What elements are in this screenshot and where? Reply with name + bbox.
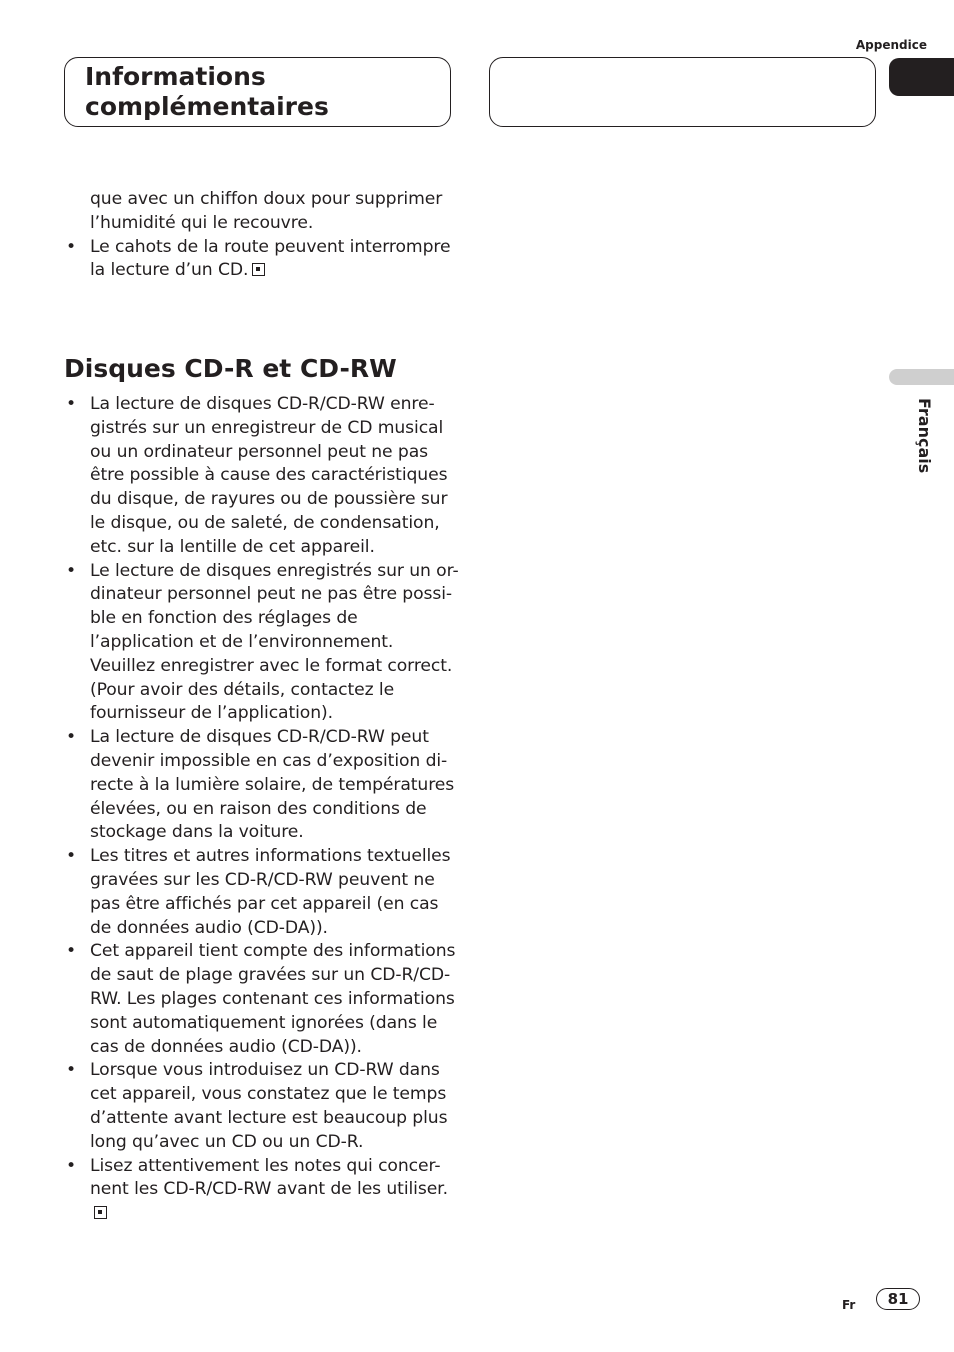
language-tab [889, 369, 954, 385]
appendix-label: Appendice [855, 38, 927, 52]
header-empty-box [489, 57, 876, 127]
list-item-text: Le lecture de disques enregistrés sur un or-dinateur personnel peut ne pas être possi-ble en fonction des réglages de l’application et de l’environnement. Veuillez enregistrer avec le format correct. (Pour avoir des détails, contactez le fournisseur de l’application). [90, 560, 459, 724]
list-item [64, 236, 459, 284]
list-item-text: Lorsque vous introduisez un CD-RW dans cet appareil, vous constatez que le temps d’attente avant lecture est beaucoup plus long qu’avec un CD ou un CD-R. [90, 1060, 448, 1152]
bullet-icon: • [65, 236, 77, 257]
continuation-block [64, 188, 459, 283]
end-of-section-square-icon [94, 1206, 107, 1219]
bullet-icon: • [65, 941, 77, 962]
section-title-box [64, 57, 451, 127]
end-of-section-square-icon [252, 263, 265, 276]
section-heading: Disques CD-R et CD-RW [64, 354, 397, 383]
section-title [85, 62, 329, 122]
list-item [64, 940, 459, 1059]
bullet-icon: • [65, 846, 77, 867]
list-item-text: Les titres et autres informations textuelles gravées sur les CD-R/CD-RW peuvent ne pas être affichés par cet appareil (en cas de données audio (CD-DA)). [90, 846, 451, 938]
cd-notes-list [64, 393, 459, 1226]
list-item-text: Lisez attentivement les notes qui concer-nent les CD-R/CD-RW avant de les utiliser. [90, 1155, 448, 1200]
continuation-line1: que avec un chiffon doux pour supprimer [90, 189, 443, 209]
continuation-line2: l’humidité qui le recouvre. [90, 212, 314, 233]
list-item [64, 393, 459, 560]
list-item-text: La lecture de disques CD-R/CD-RW peut devenir impossible en cas d’exposition di-recte à la lumière solaire, de températures élevées, ou en raison des conditions de stockage dans la voiture. [90, 727, 455, 843]
list-item [64, 845, 459, 940]
section-title-line1: Informations [85, 62, 266, 91]
language-label: Français [915, 398, 934, 474]
list-item [64, 1059, 459, 1154]
chapter-tab [889, 58, 954, 96]
list-item [64, 1155, 459, 1226]
bullet-icon: • [65, 1060, 77, 1081]
section-title-line2: complémentaires [85, 92, 329, 121]
continuation-list [64, 236, 459, 284]
bullet-icon: • [65, 727, 77, 748]
page-number: 81 [876, 1288, 920, 1310]
list-item [64, 560, 459, 727]
bullet-icon: • [65, 560, 77, 581]
footer-lang-code: Fr [842, 1298, 856, 1312]
bullet-icon: • [65, 1155, 77, 1176]
list-item-text: Le cahots de la route peuvent interrompre la lecture d’un CD. [90, 236, 451, 281]
list-item-text: La lecture de disques CD-R/CD-RW enre-gistrés sur un enregistreur de CD musical ou un ordinateur personnel peut ne pas être possible à cause des caractéristiques du disque, de rayures ou de poussière sur le disque, ou de saleté, de condensation, etc. sur la lentille de cet appareil. [90, 394, 448, 557]
list-item [64, 726, 459, 845]
bullet-icon: • [65, 394, 77, 414]
list-item-text: Cet appareil tient compte des informations de saut de plage gravées sur un CD-R/CD-RW. Les plages contenant ces informations sont automatiquement ignorées (dans le cas de données audio (CD-DA)). [90, 941, 456, 1057]
